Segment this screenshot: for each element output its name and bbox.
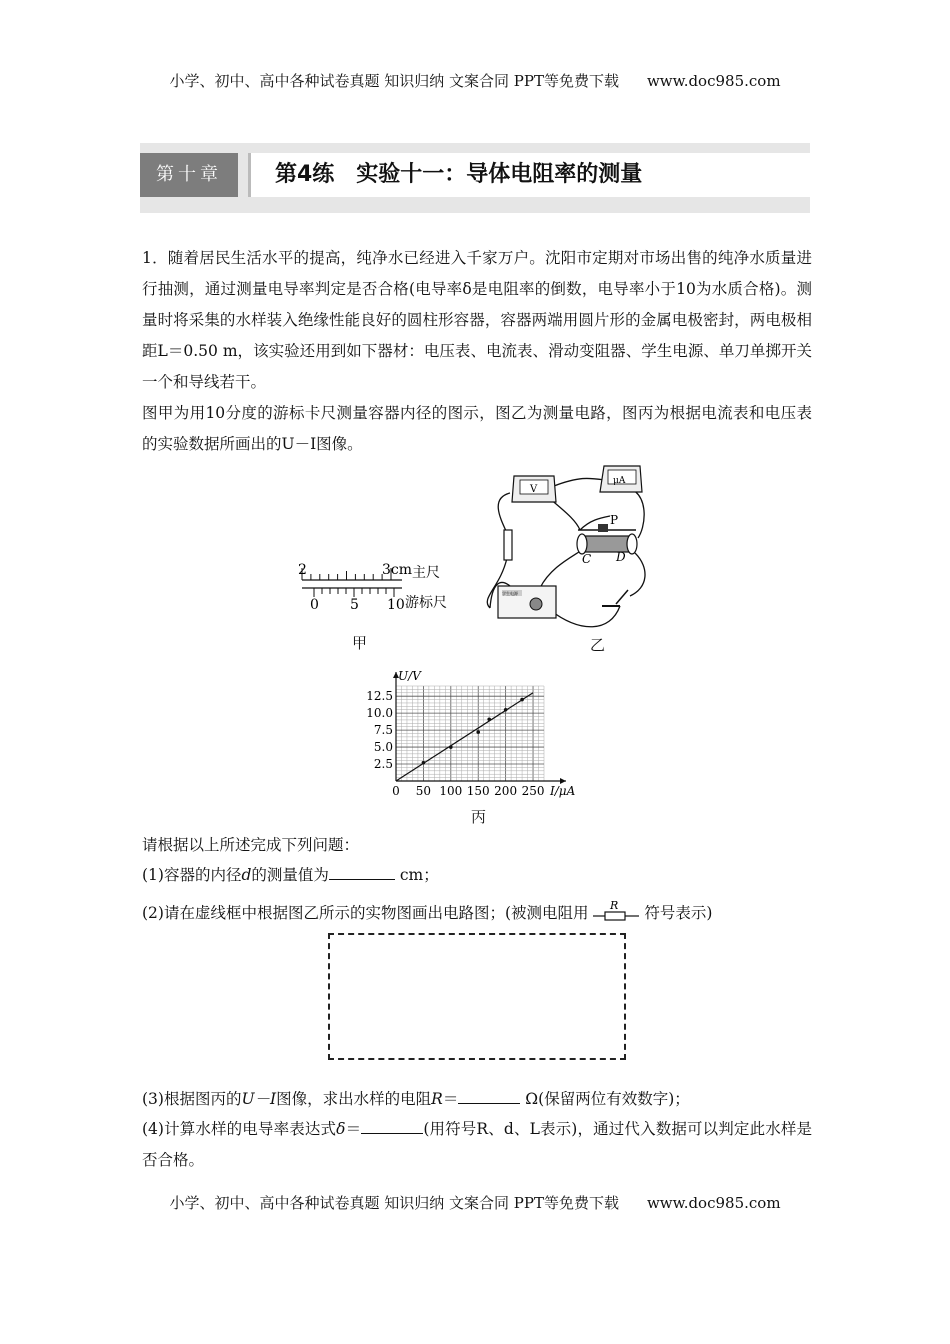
figure-description: 图甲为用10分度的游标卡尺测量容器内径的图示，图乙为测量电路，图丙为根据电流表和电压表的实验数据所画出的U－I图像。 xyxy=(142,404,812,453)
y-tick-label: 5.0 xyxy=(373,740,393,755)
resistor-symbol-label: R xyxy=(610,900,619,912)
x-tick-label: 250 xyxy=(521,784,545,798)
data-point xyxy=(476,730,480,734)
figure-yi-label: 乙 xyxy=(590,636,606,654)
question-intro: 1．随着居民生活水平的提高，纯净水已经进入千家万户。沈阳市定期对市场出售的纯净水质量进行抽测，通过测量电导率判定是否合格(电导率δ是电阻率的倒数，电导率小于10为水质合格)。测量时将采集的水样装入绝缘性能良好的圆柱形容器，容器两端用圆片形的金属电极密封，两电极相距L＝0.50 m，该实验还用到如下器材：电压表、电流表、滑动变阻器、学生电源、单刀单掷开关一个和导线若干。 xyxy=(142,249,812,391)
vernier-scale-label: 游标尺 xyxy=(405,595,447,611)
footer-site[interactable]: www.doc985.com xyxy=(646,1194,781,1212)
page-header xyxy=(0,70,950,91)
vernier-caliper-figure xyxy=(290,560,460,620)
y-tick-label: 7.5 xyxy=(373,723,393,738)
page-footer xyxy=(0,1192,950,1213)
footer-text: 小学、初中、高中各种试卷真题 知识归纳 文案合同 PPT等免费下载 xyxy=(169,1194,619,1212)
answer-blank-4[interactable] xyxy=(361,1117,423,1134)
data-point xyxy=(520,698,524,702)
terminal-c-label: C xyxy=(582,552,592,566)
data-point xyxy=(487,717,491,721)
terminal-d-label: D xyxy=(616,550,626,564)
question-3: (3)根据图丙的U－I图像，求出水样的电阻R＝ Ω(保留两位有效数字)； xyxy=(142,1084,812,1115)
circuit-photo-figure xyxy=(470,458,660,633)
ammeter-label: μA xyxy=(613,476,626,486)
question-1: (1)容器的内径d的测量值为 cm； xyxy=(142,860,812,891)
y-tick-label: 2.5 xyxy=(373,757,393,772)
section-title: 第4练 实验十一：导体电阻率的测量 xyxy=(248,153,810,197)
chart-xlabel: I/μA xyxy=(550,784,576,798)
data-point xyxy=(422,761,426,765)
data-point xyxy=(504,708,508,712)
header-site[interactable]: www.doc985.com xyxy=(646,72,781,90)
x-tick-label: 0 xyxy=(392,784,400,798)
header-text: 小学、初中、高中各种试卷真题 知识归纳 文案合同 PPT等免费下载 xyxy=(169,72,619,90)
chapter-label: 第十章 xyxy=(140,153,238,197)
vernier-tick-0: 0 xyxy=(310,597,319,613)
question-4: (4)计算水样的电导率表达式δ＝ (用符号R、d、L表示)，通过代入数据可以判定此水样是否合格。 xyxy=(142,1114,812,1176)
answer-blank-3[interactable] xyxy=(458,1087,520,1104)
vernier-tick-5: 5 xyxy=(350,597,359,613)
main-scale-label: 主尺 xyxy=(412,565,440,581)
voltmeter-label: V xyxy=(530,484,538,495)
main-tick-2: 2 xyxy=(298,562,307,578)
vernier-tick-10: 10 xyxy=(387,597,405,613)
answer-blank-1[interactable] xyxy=(329,863,395,880)
main-tick-3cm: 3cm xyxy=(382,562,413,578)
chart-ylabel: U/V xyxy=(398,669,421,683)
figure-jia-label: 甲 xyxy=(352,634,368,652)
circuit-drawing-box[interactable] xyxy=(328,933,626,1060)
x-tick-label: 150 xyxy=(466,784,490,798)
power-supply-label: 学生电源 xyxy=(502,591,518,596)
x-tick-label: 100 xyxy=(439,784,463,798)
chapter-banner xyxy=(140,143,810,213)
figure-bing-label: 丙 xyxy=(471,808,487,826)
x-tick-label: 50 xyxy=(415,784,432,798)
resistor-symbol xyxy=(593,900,639,924)
y-tick-label: 12.5 xyxy=(366,689,393,704)
x-tick-label: 200 xyxy=(494,784,518,798)
question-prompt: 请根据以上所述完成下列问题： xyxy=(142,836,360,854)
slider-p-label: P xyxy=(610,513,619,527)
y-tick-label: 10.0 xyxy=(366,706,393,721)
ui-graph-figure xyxy=(360,668,590,808)
question-2: (2)请在虚线框中根据图乙所示的实物图画出电路图；(被测电阻用 R 符号表示) xyxy=(142,900,713,922)
data-point xyxy=(449,745,453,749)
